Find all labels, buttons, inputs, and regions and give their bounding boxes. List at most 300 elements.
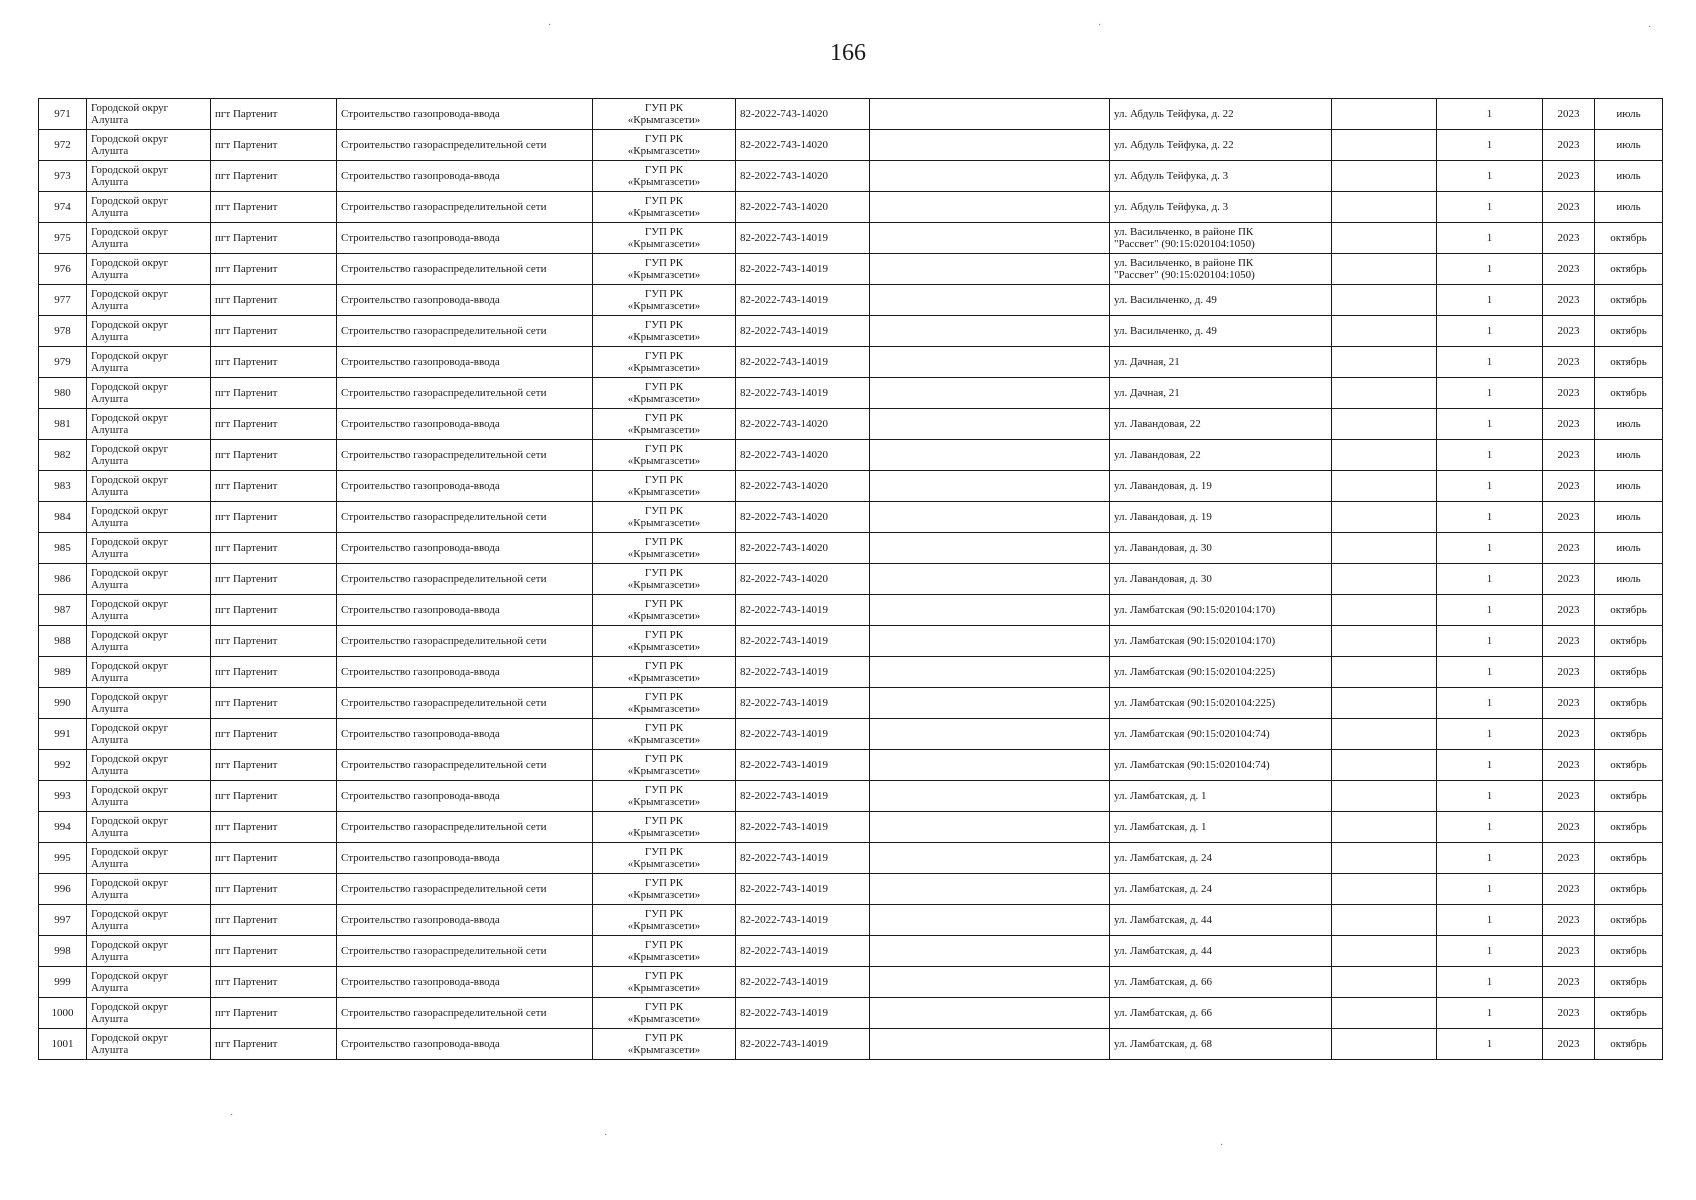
work-type-cell: Строительство газопровода-ввода <box>337 533 593 564</box>
district-cell <box>87 719 211 750</box>
work-type-cell: Строительство газопровода-ввода <box>337 905 593 936</box>
district-cell <box>87 192 211 223</box>
district-line: Алушта <box>91 579 129 591</box>
month-cell: октябрь <box>1595 1029 1663 1060</box>
settlement-cell: пгт Партенит <box>211 440 337 471</box>
work-type-cell: Строительство газораспределительной сети <box>337 812 593 843</box>
month-cell: июль <box>1595 161 1663 192</box>
quantity-cell: 1 <box>1437 533 1543 564</box>
row-number-cell: 992 <box>39 750 87 781</box>
table-row <box>39 285 1663 316</box>
month-cell: октябрь <box>1595 781 1663 812</box>
empty-cell <box>870 130 1110 161</box>
district-line: Городской округ <box>91 846 169 858</box>
table-row <box>39 595 1663 626</box>
settlement-cell: пгт Партенит <box>211 1029 337 1060</box>
quantity-cell: 1 <box>1437 316 1543 347</box>
empty-cell <box>1332 223 1437 254</box>
program-code-cell: 82-2022-743-14019 <box>736 657 870 688</box>
address-line: ул. Дачная, 21 <box>1114 356 1180 368</box>
program-code-cell: 82-2022-743-14019 <box>736 998 870 1029</box>
district-line: Городской округ <box>91 722 169 734</box>
program-code-cell: 82-2022-743-14020 <box>736 130 870 161</box>
year-cell: 2023 <box>1543 1029 1595 1060</box>
empty-cell <box>1332 812 1437 843</box>
address-cell <box>1110 874 1332 905</box>
settlement-cell: пгт Партенит <box>211 905 337 936</box>
month-cell: октябрь <box>1595 347 1663 378</box>
month-cell: июль <box>1595 471 1663 502</box>
year-cell: 2023 <box>1543 161 1595 192</box>
organization-cell <box>593 874 736 905</box>
district-cell <box>87 254 211 285</box>
program-code-cell: 82-2022-743-14019 <box>736 750 870 781</box>
settlement-cell: пгт Партенит <box>211 626 337 657</box>
empty-cell <box>1332 905 1437 936</box>
organization-line: «Крымгазсети» <box>627 393 701 405</box>
program-code-cell: 82-2022-743-14020 <box>736 564 870 595</box>
settlement-cell: пгт Партенит <box>211 936 337 967</box>
scan-speck: · <box>1098 20 1102 31</box>
district-line: Алушта <box>91 858 129 870</box>
district-cell <box>87 657 211 688</box>
settlement-cell: пгт Партенит <box>211 502 337 533</box>
district-line: Алушта <box>91 703 129 715</box>
district-cell <box>87 409 211 440</box>
settlement-cell: пгт Партенит <box>211 285 337 316</box>
organization-cell <box>593 812 736 843</box>
address-cell <box>1110 502 1332 533</box>
address-line: ул. Ламбатская, д. 68 <box>1114 1038 1213 1050</box>
organization-line: ГУП РК <box>644 1032 684 1044</box>
month-cell: октябрь <box>1595 688 1663 719</box>
empty-cell <box>1332 254 1437 285</box>
address-line: ул. Ламбатская (90:15:020104:170) <box>1114 604 1276 616</box>
address-line: ул. Ламбатская, д. 44 <box>1114 914 1213 926</box>
table-row <box>39 347 1663 378</box>
address-line: ул. Васильченко, д. 49 <box>1114 325 1217 337</box>
organization-line: ГУП РК <box>644 164 684 176</box>
year-cell: 2023 <box>1543 192 1595 223</box>
address-line: ул. Ламбатская (90:15:020104:225) <box>1114 666 1276 678</box>
year-cell: 2023 <box>1543 595 1595 626</box>
organization-line: «Крымгазсети» <box>627 300 701 312</box>
table-row <box>39 750 1663 781</box>
district-cell <box>87 936 211 967</box>
organization-cell <box>593 564 736 595</box>
organization-line: ГУП РК <box>644 598 684 610</box>
district-line: Городской округ <box>91 257 169 269</box>
district-cell <box>87 161 211 192</box>
quantity-cell: 1 <box>1437 719 1543 750</box>
empty-cell <box>1332 564 1437 595</box>
empty-cell <box>1332 843 1437 874</box>
program-code-cell: 82-2022-743-14020 <box>736 502 870 533</box>
organization-line: ГУП РК <box>644 567 684 579</box>
program-code-cell: 82-2022-743-14019 <box>736 1029 870 1060</box>
address-line: ул. Ламбатская, д. 66 <box>1114 1007 1213 1019</box>
address-cell <box>1110 316 1332 347</box>
district-line: Городской округ <box>91 102 169 114</box>
settlement-cell: пгт Партенит <box>211 533 337 564</box>
district-cell <box>87 688 211 719</box>
scan-speck: · <box>604 1130 608 1141</box>
organization-line: «Крымгазсети» <box>627 548 701 560</box>
empty-cell <box>870 347 1110 378</box>
table-row <box>39 688 1663 719</box>
district-line: Городской округ <box>91 815 169 827</box>
organization-line: «Крымгазсети» <box>627 1044 701 1056</box>
year-cell: 2023 <box>1543 967 1595 998</box>
program-code-cell: 82-2022-743-14019 <box>736 719 870 750</box>
organization-line: «Крымгазсети» <box>627 424 701 436</box>
district-line: Алушта <box>91 889 129 901</box>
month-cell: июль <box>1595 192 1663 223</box>
row-number-cell: 972 <box>39 130 87 161</box>
quantity-cell: 1 <box>1437 99 1543 130</box>
row-number-cell: 971 <box>39 99 87 130</box>
table-row <box>39 781 1663 812</box>
organization-cell <box>593 998 736 1029</box>
empty-cell <box>870 223 1110 254</box>
row-number-cell: 996 <box>39 874 87 905</box>
address-cell <box>1110 161 1332 192</box>
row-number-cell: 998 <box>39 936 87 967</box>
organization-line: ГУП РК <box>644 412 684 424</box>
district-line: Алушта <box>91 951 129 963</box>
address-cell <box>1110 130 1332 161</box>
organization-cell <box>593 130 736 161</box>
table-row <box>39 1029 1663 1060</box>
empty-cell <box>870 254 1110 285</box>
district-line: Алушта <box>91 238 129 250</box>
address-cell <box>1110 936 1332 967</box>
empty-cell <box>870 471 1110 502</box>
address-line: ул. Лавандовая, д. 19 <box>1114 511 1212 523</box>
settlement-cell: пгт Партенит <box>211 223 337 254</box>
organization-line: «Крымгазсети» <box>627 145 701 157</box>
month-cell: июль <box>1595 409 1663 440</box>
month-cell: октябрь <box>1595 812 1663 843</box>
address-cell <box>1110 254 1332 285</box>
organization-line: ГУП РК <box>644 908 684 920</box>
district-line: Алушта <box>91 362 129 374</box>
empty-cell <box>870 936 1110 967</box>
row-number-cell: 984 <box>39 502 87 533</box>
district-cell <box>87 967 211 998</box>
district-line: Алушта <box>91 796 129 808</box>
quantity-cell: 1 <box>1437 812 1543 843</box>
organization-line: «Крымгазсети» <box>627 734 701 746</box>
year-cell: 2023 <box>1543 626 1595 657</box>
district-line: Городской округ <box>91 567 169 579</box>
table-row <box>39 254 1663 285</box>
address-cell <box>1110 843 1332 874</box>
district-line: Алушта <box>91 641 129 653</box>
address-line: ул. Ламбатская (90:15:020104:74) <box>1114 728 1270 740</box>
district-line: Алушта <box>91 517 129 529</box>
organization-line: ГУП РК <box>644 536 684 548</box>
settlement-cell: пгт Партенит <box>211 316 337 347</box>
table-row <box>39 192 1663 223</box>
program-code-cell: 82-2022-743-14019 <box>736 595 870 626</box>
address-line: ул. Ламбатская (90:15:020104:74) <box>1114 759 1270 771</box>
organization-line: «Крымгазсети» <box>627 920 701 932</box>
settlement-cell: пгт Партенит <box>211 781 337 812</box>
district-cell <box>87 130 211 161</box>
row-number-cell: 997 <box>39 905 87 936</box>
year-cell: 2023 <box>1543 130 1595 161</box>
empty-cell <box>1332 347 1437 378</box>
row-number-cell: 973 <box>39 161 87 192</box>
district-line: Городской округ <box>91 970 169 982</box>
district-line: Городской округ <box>91 195 169 207</box>
address-cell <box>1110 688 1332 719</box>
empty-cell <box>1332 967 1437 998</box>
quantity-cell: 1 <box>1437 874 1543 905</box>
organization-line: «Крымгазсети» <box>627 858 701 870</box>
program-code-cell: 82-2022-743-14019 <box>736 378 870 409</box>
empty-cell <box>870 502 1110 533</box>
district-line: Городской округ <box>91 753 169 765</box>
district-line: Городской округ <box>91 908 169 920</box>
program-code-cell: 82-2022-743-14019 <box>736 688 870 719</box>
month-cell: октябрь <box>1595 719 1663 750</box>
program-code-cell: 82-2022-743-14020 <box>736 409 870 440</box>
work-type-cell: Строительство газопровода-ввода <box>337 409 593 440</box>
address-cell <box>1110 409 1332 440</box>
empty-cell <box>870 161 1110 192</box>
work-type-cell: Строительство газопровода-ввода <box>337 657 593 688</box>
district-line: Алушта <box>91 145 129 157</box>
empty-cell <box>870 781 1110 812</box>
month-cell: октябрь <box>1595 595 1663 626</box>
table-row <box>39 409 1663 440</box>
organization-cell <box>593 533 736 564</box>
district-line: Городской округ <box>91 226 169 238</box>
organization-line: ГУП РК <box>644 319 684 331</box>
address-cell <box>1110 99 1332 130</box>
district-cell <box>87 626 211 657</box>
address-cell <box>1110 564 1332 595</box>
organization-line: «Крымгазсети» <box>627 238 701 250</box>
empty-cell <box>870 595 1110 626</box>
empty-cell <box>870 719 1110 750</box>
district-cell <box>87 378 211 409</box>
empty-cell <box>870 533 1110 564</box>
work-type-cell: Строительство газораспределительной сети <box>337 626 593 657</box>
quantity-cell: 1 <box>1437 564 1543 595</box>
row-number-cell: 976 <box>39 254 87 285</box>
organization-cell <box>593 688 736 719</box>
district-line: Алушта <box>91 734 129 746</box>
table-row <box>39 626 1663 657</box>
district-line: Алушта <box>91 300 129 312</box>
table-row <box>39 130 1663 161</box>
quantity-cell: 1 <box>1437 750 1543 781</box>
district-line: Алушта <box>91 269 129 281</box>
table-row <box>39 440 1663 471</box>
address-cell <box>1110 440 1332 471</box>
organization-cell <box>593 471 736 502</box>
settlement-cell: пгт Партенит <box>211 750 337 781</box>
program-code-cell: 82-2022-743-14019 <box>736 843 870 874</box>
work-type-cell: Строительство газопровода-ввода <box>337 719 593 750</box>
month-cell: октябрь <box>1595 223 1663 254</box>
address-cell <box>1110 750 1332 781</box>
address-cell <box>1110 1029 1332 1060</box>
empty-cell <box>870 750 1110 781</box>
settlement-cell: пгт Партенит <box>211 378 337 409</box>
district-line: Алушта <box>91 765 129 777</box>
year-cell: 2023 <box>1543 750 1595 781</box>
organization-line: «Крымгазсети» <box>627 455 701 467</box>
organization-cell <box>593 781 736 812</box>
work-type-cell: Строительство газораспределительной сети <box>337 254 593 285</box>
work-type-cell: Строительство газораспределительной сети <box>337 502 593 533</box>
district-line: Городской округ <box>91 1032 169 1044</box>
empty-cell <box>1332 440 1437 471</box>
quantity-cell: 1 <box>1437 471 1543 502</box>
address-line: ул. Васильченко, д. 49 <box>1114 294 1217 306</box>
settlement-cell: пгт Партенит <box>211 719 337 750</box>
empty-cell <box>1332 409 1437 440</box>
settlement-cell: пгт Партенит <box>211 812 337 843</box>
work-type-cell: Строительство газопровода-ввода <box>337 781 593 812</box>
empty-cell <box>1332 471 1437 502</box>
address-line: ул. Абдуль Тейфука, д. 22 <box>1114 139 1234 151</box>
month-cell: октябрь <box>1595 967 1663 998</box>
address-cell <box>1110 192 1332 223</box>
empty-cell <box>1332 161 1437 192</box>
work-type-cell: Строительство газораспределительной сети <box>337 750 593 781</box>
address-line: ул. Лавандовая, д. 30 <box>1114 573 1212 585</box>
settlement-cell: пгт Партенит <box>211 471 337 502</box>
empty-cell <box>1332 502 1437 533</box>
district-line: Городской округ <box>91 288 169 300</box>
organization-line: «Крымгазсети» <box>627 889 701 901</box>
organization-line: «Крымгазсети» <box>627 641 701 653</box>
empty-cell <box>870 1029 1110 1060</box>
table-row <box>39 719 1663 750</box>
district-line: Алушта <box>91 920 129 932</box>
organization-cell <box>593 99 736 130</box>
organization-cell <box>593 409 736 440</box>
quantity-cell: 1 <box>1437 657 1543 688</box>
district-line: Алушта <box>91 424 129 436</box>
month-cell: октябрь <box>1595 657 1663 688</box>
row-number-cell: 1000 <box>39 998 87 1029</box>
work-type-cell: Строительство газопровода-ввода <box>337 99 593 130</box>
district-line: Алушта <box>91 982 129 994</box>
work-type-cell: Строительство газопровода-ввода <box>337 161 593 192</box>
quantity-cell: 1 <box>1437 223 1543 254</box>
empty-cell <box>870 626 1110 657</box>
organization-line: «Крымгазсети» <box>627 672 701 684</box>
quantity-cell: 1 <box>1437 285 1543 316</box>
work-type-cell: Строительство газопровода-ввода <box>337 843 593 874</box>
organization-cell <box>593 750 736 781</box>
settlement-cell: пгт Партенит <box>211 688 337 719</box>
district-line: Городской округ <box>91 505 169 517</box>
quantity-cell: 1 <box>1437 626 1543 657</box>
settlement-cell: пгт Партенит <box>211 99 337 130</box>
quantity-cell: 1 <box>1437 936 1543 967</box>
district-cell <box>87 1029 211 1060</box>
work-type-cell: Строительство газопровода-ввода <box>337 347 593 378</box>
organization-line: «Крымгазсети» <box>627 207 701 219</box>
address-cell <box>1110 967 1332 998</box>
district-cell <box>87 564 211 595</box>
row-number-cell: 987 <box>39 595 87 626</box>
program-code-cell: 82-2022-743-14020 <box>736 440 870 471</box>
organization-cell <box>593 161 736 192</box>
organization-line: «Крымгазсети» <box>627 765 701 777</box>
row-number-cell: 978 <box>39 316 87 347</box>
work-type-cell: Строительство газораспределительной сети <box>337 192 593 223</box>
district-cell <box>87 502 211 533</box>
district-line: Городской округ <box>91 443 169 455</box>
organization-line: «Крымгазсети» <box>627 486 701 498</box>
address-line: ул. Абдуль Тейфука, д. 3 <box>1114 170 1229 182</box>
work-type-cell: Строительство газораспределительной сети <box>337 936 593 967</box>
month-cell: октябрь <box>1595 316 1663 347</box>
year-cell: 2023 <box>1543 347 1595 378</box>
organization-line: «Крымгазсети» <box>627 610 701 622</box>
district-line: Алушта <box>91 1044 129 1056</box>
month-cell: июль <box>1595 99 1663 130</box>
district-line: Городской округ <box>91 877 169 889</box>
quantity-cell: 1 <box>1437 440 1543 471</box>
organization-line: ГУП РК <box>644 629 684 641</box>
address-line: ул. Абдуль Тейфука, д. 3 <box>1114 201 1229 213</box>
district-line: Алушта <box>91 486 129 498</box>
table-row <box>39 905 1663 936</box>
organization-cell <box>593 192 736 223</box>
empty-cell <box>1332 316 1437 347</box>
row-number-cell: 994 <box>39 812 87 843</box>
program-code-cell: 82-2022-743-14019 <box>736 316 870 347</box>
district-line: Алушта <box>91 176 129 188</box>
district-line: Городской округ <box>91 412 169 424</box>
settlement-cell: пгт Партенит <box>211 843 337 874</box>
address-cell <box>1110 719 1332 750</box>
year-cell: 2023 <box>1543 409 1595 440</box>
month-cell: октябрь <box>1595 843 1663 874</box>
district-cell <box>87 316 211 347</box>
address-line: ул. Дачная, 21 <box>1114 387 1180 399</box>
empty-cell <box>870 285 1110 316</box>
organization-cell <box>593 936 736 967</box>
year-cell: 2023 <box>1543 874 1595 905</box>
address-line: ул. Васильченко, в районе ПК <box>1114 257 1254 269</box>
program-code-cell: 82-2022-743-14019 <box>736 874 870 905</box>
organization-line: ГУП РК <box>644 939 684 951</box>
organization-cell <box>593 905 736 936</box>
address-line: "Рассвет" (90:15:020104:1050) <box>1114 238 1255 250</box>
district-line: Городской округ <box>91 164 169 176</box>
district-cell <box>87 595 211 626</box>
month-cell: октябрь <box>1595 626 1663 657</box>
year-cell: 2023 <box>1543 905 1595 936</box>
row-number-cell: 989 <box>39 657 87 688</box>
year-cell: 2023 <box>1543 99 1595 130</box>
empty-cell <box>870 378 1110 409</box>
empty-cell <box>870 874 1110 905</box>
address-cell <box>1110 378 1332 409</box>
settlement-cell: пгт Партенит <box>211 254 337 285</box>
quantity-cell: 1 <box>1437 905 1543 936</box>
